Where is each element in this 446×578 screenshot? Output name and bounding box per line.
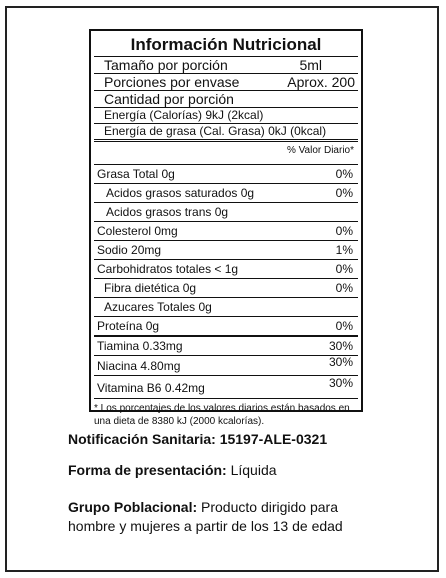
nutrient-label: Fibra dietética 0g (104, 281, 197, 295)
energy-label: Energía (Calorías) 9kJ (2kcal) (104, 108, 264, 122)
nutrient-label: Colesterol 0mg (97, 224, 178, 238)
nutrient-value: 1% (335, 243, 353, 257)
footnote: * Los porcentajes de los valores diarios están basados en una dieta de 8380 kJ (2000 kcalorías). (94, 403, 350, 427)
daily-value-row (94, 141, 358, 165)
energy-fat-label: Energía de grasa (Cal. Grasa) 0kJ (0kcal) (104, 124, 327, 138)
nutrient-value: 30% (328, 376, 353, 390)
serving-size-row (94, 57, 358, 74)
nutrient-value: 30% (328, 355, 353, 369)
population-label: Grupo Poblacional: (68, 499, 198, 515)
amount-per-serving-label: Cantidad por porción (104, 91, 234, 107)
servings-value: Aprox. 200 (287, 74, 355, 90)
nutrient-row (94, 165, 358, 184)
servings-row (94, 74, 358, 91)
nutrient-row (94, 337, 358, 356)
nutrient-row (94, 376, 358, 399)
nutrient-label: Sodio 20mg (97, 243, 162, 257)
nutrient-row (94, 356, 358, 376)
energy-row (94, 108, 358, 124)
nutrient-value: 30% (328, 339, 353, 353)
nutrient-value: 0% (335, 224, 353, 238)
notification-line (68, 430, 327, 449)
nutrient-label: Proteína 0g (97, 319, 160, 333)
population-value: Producto dirigido para hombre y mujeres a partir de los 13 de edad (68, 499, 343, 534)
presentation-value: Líquida (230, 462, 277, 478)
nutrient-label: Tiamina 0.33mg (97, 339, 183, 353)
nutrient-row (94, 298, 358, 317)
nutrient-row (94, 222, 358, 241)
panel-title: Información Nutricional (94, 31, 358, 57)
nutrient-label: Acidos grasos saturados 0g (106, 186, 255, 200)
presentation-line (68, 461, 277, 480)
servings-label: Porciones por envase (104, 74, 240, 90)
nutrient-value: 0% (335, 262, 353, 276)
population-block (68, 498, 388, 536)
daily-value-header: % Valor Diario* (286, 145, 354, 156)
nutrient-row (94, 203, 358, 222)
serving-size-label: Tamaño por porción (104, 57, 228, 73)
nutrient-label: Niacina 4.80mg (97, 359, 181, 373)
nutrient-value: 0% (335, 281, 353, 295)
nutrient-label: Grasa Total 0g (97, 167, 175, 181)
energy-fat-row (94, 124, 358, 140)
nutrient-row (94, 184, 358, 203)
nutrient-row (94, 317, 358, 337)
nutrient-label: Carbohidratos totales < 1g (97, 262, 239, 276)
nutrient-row (94, 241, 358, 260)
notification-value: 15197-ALE-0321 (219, 431, 328, 447)
nutrition-facts-panel (89, 29, 363, 427)
nutrient-value: 0% (335, 167, 353, 181)
presentation-label: Forma de presentación: (68, 462, 227, 478)
serving-size-value: 5ml (299, 57, 322, 73)
nutrient-label: Acidos grasos trans 0g (106, 205, 229, 219)
nutrient-value: 0% (335, 186, 353, 200)
amount-per-serving-row (94, 91, 358, 108)
nutrient-value: 0% (335, 319, 353, 333)
nutrient-row (94, 260, 358, 279)
nutrient-label: Azucares Totales 0g (104, 300, 212, 314)
nutrient-label: Vitamina B6 0.42mg (97, 381, 205, 395)
notification-label: Notificación Sanitaria: (68, 431, 216, 447)
nutrient-row (94, 279, 358, 298)
